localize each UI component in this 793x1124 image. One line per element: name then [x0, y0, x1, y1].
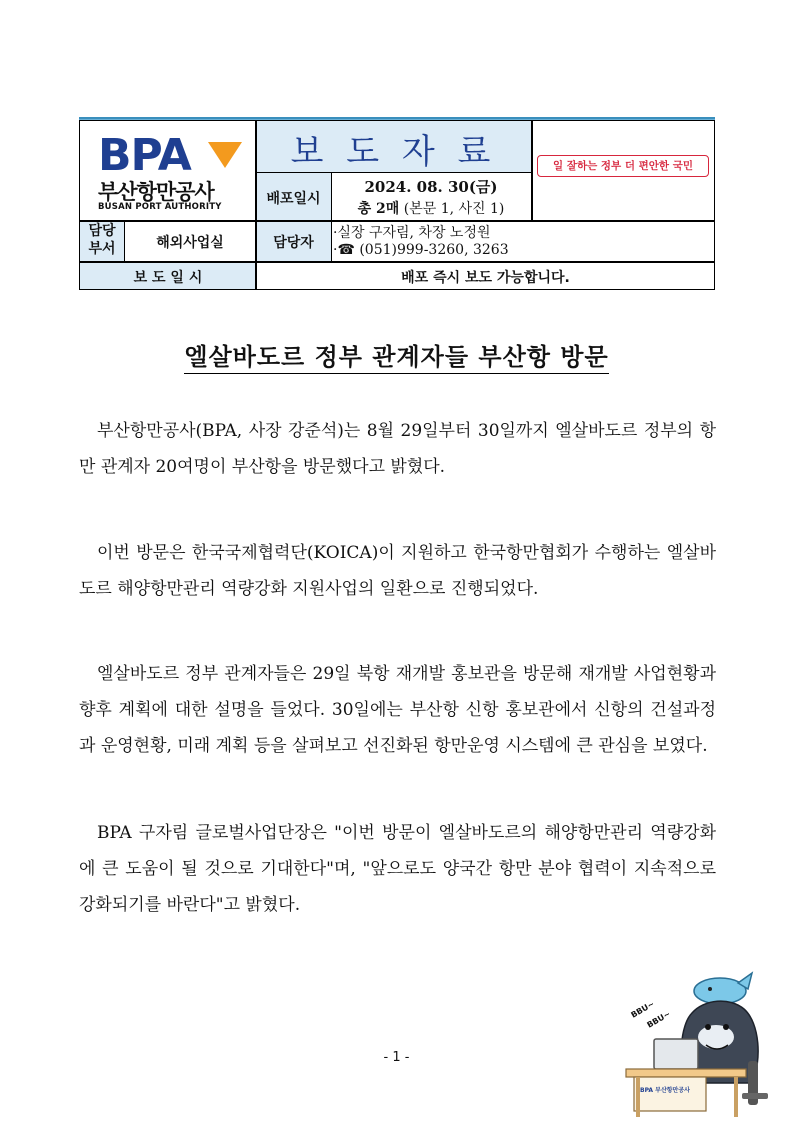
paragraph-1: 부산항만공사(BPA, 사장 강준석)는 8월 29일부터 30일까지 엘살바도르 정부의 항만 관계자 20여명이 부산항을 방문했다고 밝혔다. [79, 421, 716, 477]
slogan-text: 일 잘하는 정부 더 편안한 국민 [553, 160, 693, 172]
logo-main-text: BPA [98, 130, 191, 181]
contact-phone: ·☎ (051)999-3260, 3263 [333, 242, 509, 258]
paragraph-2: 이번 방문은 한국국제협력단(KOICA)이 지원하고 한국항만협회가 수행하는 엘살바도르 해양항만관리 역량강화 지원사업의 일환으로 진행되었다. [79, 543, 716, 599]
pages-info [331, 198, 531, 218]
desk-brand-label: BPA 부산항만공사 [640, 1087, 690, 1094]
row-divider [79, 261, 715, 263]
dept-label-line-1: 담당 [88, 223, 116, 239]
dept-value: 해외사업실 [156, 235, 224, 251]
article-title [0, 337, 793, 372]
paragraph-3: 엘살바도르 정부 관계자들은 29일 북항 재개발 홍보관을 방문해 재개발 사업현황과 향후 계획에 대한 설명을 들었다. 30일에는 부산항 신항 홍보관에서 신항의 건설과정과 운영현황, 미래 계획 등을 살펴보고 선진화된 항만운영 시스템에 큰 관심을 보였다. [79, 664, 716, 756]
logo-english-text: BUSAN PORT AUTHORITY [98, 202, 222, 212]
mascot-sound-1: BBU~ [629, 999, 656, 1020]
pages-detail: (본문 1, 사진 1) [403, 201, 505, 217]
dept-label [80, 222, 124, 258]
press-date-value: 배포 즉시 보도 가능합니다. [401, 270, 570, 286]
pages-total: 총 2매 [357, 201, 400, 217]
mascot-illustration [620, 965, 785, 1120]
mascot-dolphin-icon [620, 965, 785, 1120]
slogan-badge [537, 155, 709, 177]
paragraph-4: BPA 구자림 글로벌사업단장은 "이번 방문이 엘살바도르의 해양항만관리 역량강화에 큰 도움이 될 것으로 기대한다"며, "앞으로도 양국간 항만 분야 협력이 지속적으로 강화되기를 바란다"고 밝혔다. [79, 823, 716, 915]
page-number: - 1 - [383, 1050, 410, 1065]
dept-label-line-2: 부서 [88, 241, 116, 257]
contact-label: 담당자 [273, 235, 314, 251]
col-divider [531, 120, 533, 221]
release-date-label: 배포일시 [266, 191, 321, 207]
mascot-sound-2: BBU~ [645, 1009, 672, 1030]
article-title-text: 엘살바도르 정부 관계자들 부산항 방문 [184, 343, 608, 374]
press-date-label: 보 도 일 시 [133, 270, 203, 286]
release-date-value: 2024. 08. 30(금) [364, 178, 498, 196]
contact-names: ·실장 구자림, 차장 노정원 [333, 225, 491, 241]
logo-korean-text: 부산항만공사 [98, 180, 214, 204]
logo-triangle-icon [208, 142, 244, 170]
doc-type-title: 보 도 자 료 [290, 132, 497, 172]
bpa-logo [98, 130, 248, 214]
